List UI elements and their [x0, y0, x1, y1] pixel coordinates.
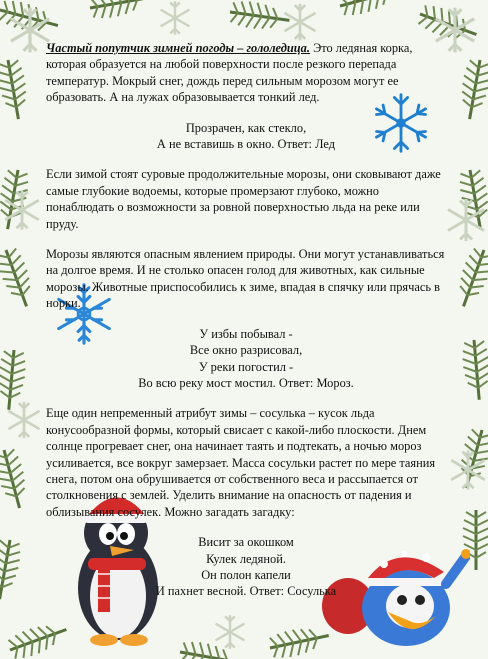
riddle-line: Он полон капели: [201, 567, 291, 582]
riddle-line: Кулек ледяной.: [206, 551, 286, 566]
riddle-frost: [46, 326, 446, 392]
riddle-line: Во всю реку мост мостил. Ответ: Мороз.: [138, 375, 354, 390]
riddle-line: Висит за окошком: [198, 535, 294, 550]
riddle-ice: [46, 120, 446, 153]
paragraph-icicle: Еще один непременный атрибут зимы – сосулька – кусок льда конусообразной формы, который свисает с какой-либо плоскости. Днем солнце прогревает снег, она начинает таять и подтекать, а ночью мороз усиливается, все вокруг замерзает. Масса сосульки растет по мере таяния снега, потом она обрушивается от собственного веса и рассыпается от столкновения с землей. Уделить внимание на опасность от падения и облизывания сосулек. Можно загадать загадку:: [46, 406, 436, 519]
intro-text: Это ледяная корка, которая образуется на любой поверхности после резкого перепада температур. Мокрый снег, дождь перед сильным морозом могут ее образовать. А на лужах образовывается тонкий лед.: [46, 41, 413, 105]
riddle-line: У реки погостил -: [198, 359, 294, 374]
intro-paragraph: [46, 40, 446, 106]
riddle-line: Прозрачен, как стекло,: [185, 120, 307, 135]
intro-lead: Частый попутчик зимней погоды – гололедица.: [46, 41, 310, 55]
paragraph-frost-water: Если зимой стоят суровые продолжительные морозы, они сковывают даже самые глубокие водоемы, которые промерзают глубоко, можно понаблюдать о возможности за ровной поверхностью льда на реке или пруду.: [46, 167, 441, 231]
riddle-line: Все окно разрисовал,: [189, 343, 303, 358]
paragraph-frost-animals: Морозы являются опасным явлением природы. Они могут устанавливаться на долгое время. И не столько опасен голод для животных, как сильные морозы. Животные приспособились к зиме, впадая в спячку или прячась в норки.: [46, 247, 445, 311]
riddle-line: А не вставишь в окно. Ответ: Лед: [156, 137, 336, 152]
riddle-line: У избы побывал -: [199, 326, 293, 341]
riddle-icicle: [46, 534, 446, 600]
riddle-line: И пахнет весной. Ответ: Сосулька: [155, 584, 337, 599]
article-body: [46, 40, 446, 614]
